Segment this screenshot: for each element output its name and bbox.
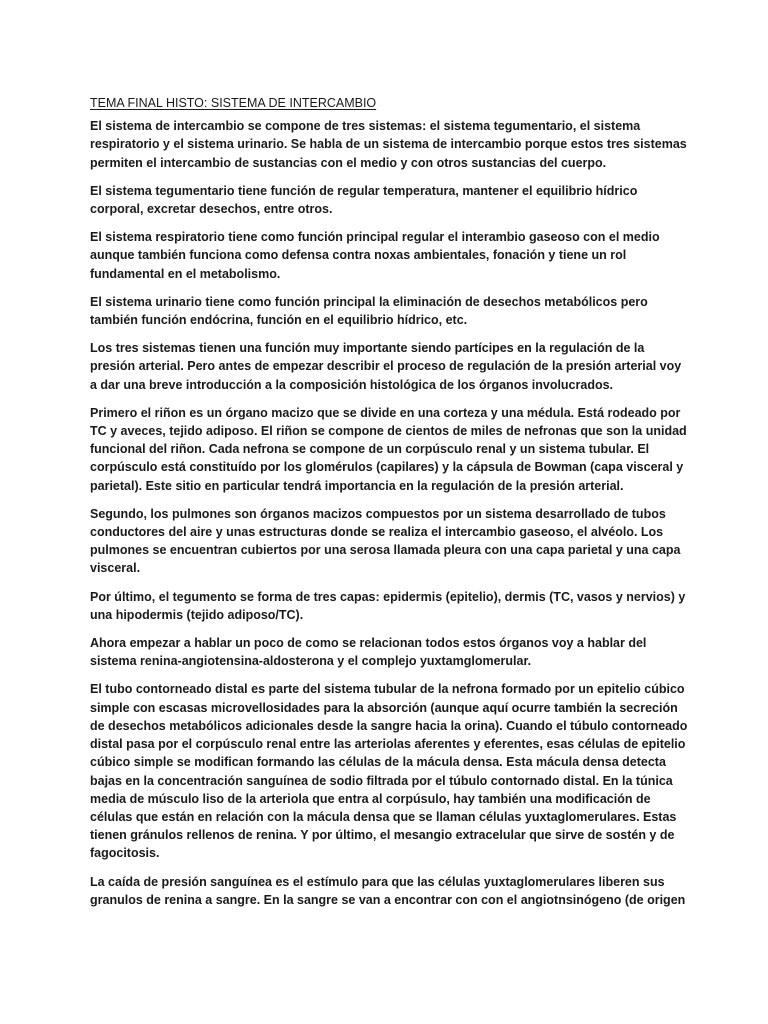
paragraph-renina-angiotensina: Ahora empezar a hablar un poco de como se relacionan todos estos órganos voy a hablar del sistema renina-angiotensina-aldosterona y el complejo yuxtamglomerular. <box>90 636 647 669</box>
paragraph-pulmones: Segundo, los pulmones son órganos macizos compuestos por un sistema desarrollado de tubos conductores del aire y unas estructuras donde se realiza el intercambio gaseoso, el alvéolo. Los pulmones se encuentran cubiertos por una serosa llamada pleura con una capa parietal y una capa visceral. <box>90 506 681 576</box>
paragraph-caida-presion: La caída de presión sanguínea es el estímulo para que las células yuxtaglomerulares liberen sus granulos de renina a sangre. En la sangre se van a encontrar con con el angiotnsinógeno (de origen <box>90 874 686 907</box>
paragraph-urinario: El sistema urinario tiene como función principal la eliminación de desechos metabólicos pero también función endócrina, función en el equilibrio hídrico, etc. <box>90 294 648 328</box>
paragraph-presion-arterial: Los tres sistemas tienen una función muy importante siendo partícipes en la regulación de la presión arterial. Pero antes de empezar describir el proceso de regulación de la presión arterial voy a dar una breve introducción a la composición histológica de los órganos involucrados. <box>90 341 682 392</box>
paragraph-tegumento: Por último, el tegumento se forma de tres capas: epidermis (epitelio), dermis (TC, vasos y nervios) y una hipodermis (tejido adiposo/TC). <box>90 589 686 622</box>
paragraph-respiratorio: El sistema respiratorio tiene como función principal regular el interambio gaseoso con el medio aunque también funciona como defensa contra noxas ambientales, fonación y tiene un rol fundamental en el metabolismo. <box>90 230 660 281</box>
paragraph-intro: El sistema de intercambio se compone de tres sistemas: el sistema tegumentario, el sistema respiratorio y el sistema urinario. Se habla de un sistema de intercambio porque estos tres sistemas permiten el intercambio de sustancias con el medio y con otros sustancias del cuerpo. <box>90 119 687 170</box>
paragraph-rinon: Primero el riñon es un órgano macizo que se divide en una corteza y una médula. Está rodeado por TC y aveces, tejido adiposo. El riñon se compone de cientos de miles de nefronas que son la unidad funcional del riñon. Cada nefrona se compone de un corpúsculo renal y un sistema tubular. El corpúsculo está constituído por los glomérulos (capilares) y la cápsula de Bowman (capa visceral y parietal). Este sitio en particular tendrá importancia en la regulación de la presión arterial. <box>90 405 687 493</box>
document-page <box>90 94 690 919</box>
paragraph-tubo-contorneado: El tubo contorneado distal es parte del sistema tubular de la nefrona formado por un epitelio cúbico simple con escasas microvellosidades para la absorción (aunque aquí ocurre también la secreción de desechos metabólicos adicionales desde la sangre hacia la orina). Cuando el túbulo contorneado distal pasa por el corpúsculo renal entre las arteriolas aferentes y eferentes, esas células de epitelio cúbico simple se modifican formando las células de la mácula densa. Esta mácula densa detecta bajas en la concentración sanguínea de sodio filtrada por el túbulo contornado distal. En la túnica media de músculo liso de la arteriola que entra al corpúsulo, hay también una modificación de células que están en relación con la mácula densa que se llaman células yuxtaglomerulares. Estas tienen gránulos rellenos de renina. Y por último, el mesangio extracelular que sirve de sostén y de fagocitosis. <box>90 682 688 861</box>
document-title: TEMA FINAL HISTO: SISTEMA DE INTERCAMBIO <box>90 96 377 110</box>
paragraph-tegumentario: El sistema tegumentario tiene función de regular temperatura, mantener el equilibrio hídrico corporal, excretar desechos, entre otros. <box>90 183 638 217</box>
